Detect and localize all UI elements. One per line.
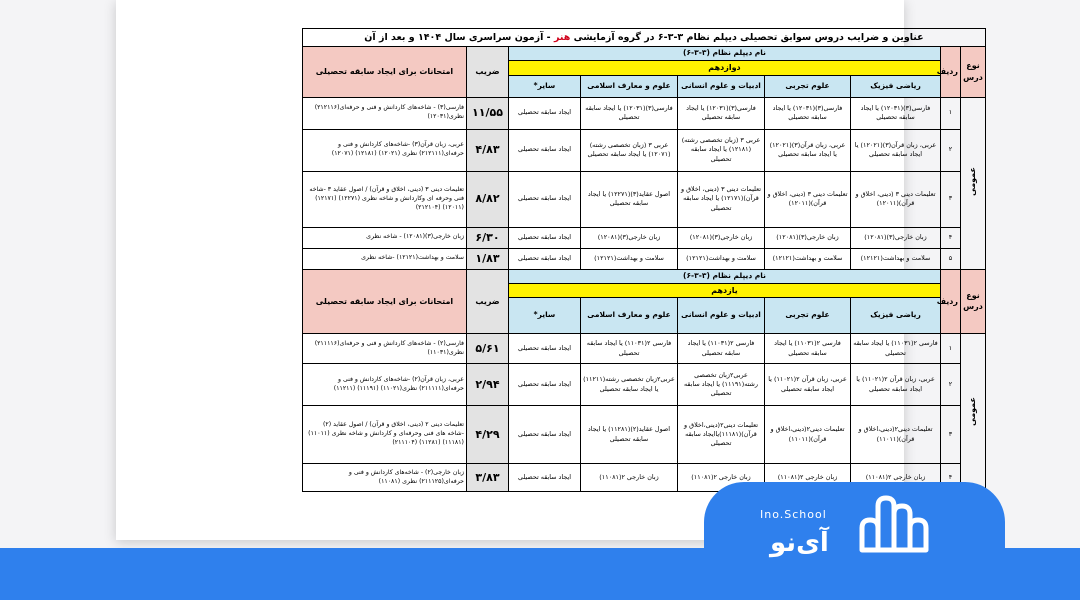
coefficient-value: ۸/۸۲ [466, 171, 508, 227]
cell-other: ایجاد سابقه تحصیلی [508, 97, 580, 129]
coefficients-table [302, 46, 986, 492]
table-row [302, 334, 985, 364]
exam-description: عربی، زبان قرآن(۳) -شاخه‌های کاردانش و فنی و حرفه‌ای(۲۱۲۱۱۱) نظری (۱۲۰۲۱) (۱۲۱۸۱) (۱۲۰۷۱) [302, 129, 466, 171]
table-row [302, 129, 985, 171]
row-number: ۱ [941, 97, 961, 129]
title-text: عناوین و ضرایب دروس سوابق تحصیلی دیپلم نظام ۳-۳-۶ در گروه آزمایشی [570, 32, 924, 43]
coefficient-header: ضریب [466, 269, 508, 334]
document-page [116, 0, 983, 540]
coefficient-value: ۴/۸۳ [466, 129, 508, 171]
cell-islamic: فارسی ۲(۱۱۰۳۱) یا ایجاد سابقه تحصیلی [581, 334, 678, 364]
cell-other: ایجاد سابقه تحصیلی [508, 171, 580, 227]
cell-humanities: زبان خارجی ۲(۱۱۰۸۱) [678, 464, 765, 492]
row-number-header: ردیف [941, 47, 961, 98]
cell-humanities: عربی ۳ (زبان تخصصی رشته)(۱۲۱۸۱) یا ایجاد سابقه تحصیلی [678, 129, 765, 171]
cell-other: ایجاد سابقه تحصیلی [508, 464, 580, 492]
coefficient-value: ۱/۸۳ [466, 248, 508, 269]
cell-science: زبان خارجی(۳)(۱۲۰۸۱) [765, 227, 851, 248]
exam-description: سلامت و بهداشت(۱۲۱۲۱) -شاخه نظری [302, 248, 466, 269]
cell-science: تعلیمات دینی۲(دینی،اخلاق و قرآن)(۱۱۰۱۱) [765, 406, 851, 464]
cell-islamic: زبان خارجی ۲(۱۱۰۸۱) [581, 464, 678, 492]
exam-description: زبان خارجی(۳)(۱۲۰۸۱) - شاخه نظری [302, 227, 466, 248]
cell-science: فارسی ۲(۱۱۰۳۱) یا ایجاد سابقه تحصیلی [765, 334, 851, 364]
cell-islamic: فارسی(۳)(۱۲۰۳۱) یا ایجاد سابقه تحصیلی [581, 97, 678, 129]
brand-subtitle: Ino.School [760, 508, 827, 521]
field-header-math: ریاضی فیزیک [851, 298, 941, 334]
field-header-other: سایر* [508, 75, 580, 97]
table-row [302, 364, 985, 406]
cell-other: ایجاد سابقه تحصیلی [508, 334, 580, 364]
cell-humanities: تعلیمات دینی ۳ (دینی، اخلاق و قرآن)(۱۲۱۷۱) یا ایجاد سابقه تحصیلی [678, 171, 765, 227]
general-course-label: عمومی [961, 97, 986, 269]
field-header-islamic: علوم و معارف اسلامی [581, 298, 678, 334]
exams-header: امتحانات برای ایجاد سابقه تحصیلی [302, 269, 466, 334]
cell-math: سلامت و بهداشت(۱۲۱۲۱) [851, 248, 941, 269]
coefficient-header: ضریب [466, 47, 508, 98]
cell-islamic: عربی۲زبان تخصصی رشته(۱۱۲۱۱) یا ایجاد سابقه تحصیلی [581, 364, 678, 406]
row-number: ۱ [941, 334, 961, 364]
brand-logo-icon [852, 494, 932, 556]
title-text-suffix: - آزمون سراسری سال ۱۴۰۴ و بعد از آن [364, 32, 554, 43]
row-number: ۴ [941, 227, 961, 248]
cell-math: عربی، زبان قرآن(۳)(۱۲۰۲۱) یا ایجاد سابقه تحصیلی [851, 129, 941, 171]
table-row [302, 406, 985, 464]
cell-islamic: اصول عقاید(۲)(۱۱۲۸۱) یا ایجاد سابقه تحصیلی [581, 406, 678, 464]
cell-math: عربی، زبان قرآن ۲(۱۱۰۲۱) یا ایجاد سابقه تحصیلی [851, 364, 941, 406]
field-header-science: علوم تجربی [765, 298, 851, 334]
course-type-header: نوع درس [961, 47, 986, 98]
coefficient-value: ۱۱/۵۵ [466, 97, 508, 129]
grade-11-header: یازدهم [508, 283, 940, 298]
cell-other: ایجاد سابقه تحصیلی [508, 406, 580, 464]
row-number-header: ردیف [941, 269, 961, 334]
exam-description: زبان خارجی(۲) - شاخه‌های کاردانش و فنی و حرفه‌ای(۲۱۱۱۲۵) نظری (۱۱۰۸۱) [302, 464, 466, 492]
coefficients-table-document [302, 28, 986, 508]
row-number: ۵ [941, 248, 961, 269]
cell-humanities: فارسی(۳)(۱۲۰۳۱) یا ایجاد سابقه تحصیلی [678, 97, 765, 129]
exam-description: عربی، زبان قرآن(۲) -شاخه‌های کاردانش و فنی و حرفه‌ای(۲۱۱۱۱۱) نظری(۱۱۰۲۱) (۱۱۱۹۱) (۱۱۲۱۱) [302, 364, 466, 406]
general-course-label: عمومی [961, 334, 986, 492]
exams-header: امتحانات برای ایجاد سابقه تحصیلی [302, 47, 466, 98]
cell-islamic: عربی ۳ (زبان تخصصی رشته)(۱۲۰۷۱) یا ایجاد سابقه تحصیلی [581, 129, 678, 171]
field-header-science: علوم تجربی [765, 75, 851, 97]
table-row [302, 171, 985, 227]
cell-humanities: زبان خارجی(۳)(۱۲۰۸۱) [678, 227, 765, 248]
row-number: ۲ [941, 364, 961, 406]
title-accent-text: هنر [553, 32, 571, 43]
cell-math: فارسی(۳)(۱۲۰۳۱) یا ایجاد سابقه تحصیلی [851, 97, 941, 129]
coefficient-value: ۲/۹۴ [466, 364, 508, 406]
cell-math: زبان خارجی ۲(۱۱۰۸۱) [851, 464, 941, 492]
cell-math: تعلیمات دینی۲(دینی،اخلاق و قرآن)(۱۱۰۱۱) [851, 406, 941, 464]
cell-other: ایجاد سابقه تحصیلی [508, 129, 580, 171]
coefficient-value: ۵/۶۱ [466, 334, 508, 364]
cell-islamic: زبان خارجی(۳)(۱۲۰۸۱) [581, 227, 678, 248]
field-header-humanities: ادبیات و علوم انسانی [678, 75, 765, 97]
cell-other: ایجاد سابقه تحصیلی [508, 227, 580, 248]
row-number: ۲ [941, 129, 961, 171]
field-header-islamic: علوم و معارف اسلامی [581, 75, 678, 97]
cell-other: ایجاد سابقه تحصیلی [508, 364, 580, 406]
exam-description: فارسی(۲) - شاخه‌های کاردانش و فنی و حرفه‌ای(۲۱۱۱۱۶) نظری(۱۱۰۳۱) [302, 334, 466, 364]
cell-other: ایجاد سابقه تحصیلی [508, 248, 580, 269]
coefficient-value: ۳/۸۳ [466, 464, 508, 492]
grade-12-header: دوازدهم [508, 61, 940, 76]
cell-humanities: فارسی ۲(۱۱۰۳۱) یا ایجاد سابقه تحصیلی [678, 334, 765, 364]
table-row [302, 97, 985, 129]
exam-description: تعلیمات دینی ۲ (دینی، اخلاق و قرآن) / اصول عقاید (۲) -شاخه های فنی وحرفه‌ای و کاردانش و شاخه نظری (۱۱۰۱۱) (۱۱۱۸۱) (۱۱۲۸۱) (۲۱۱۱۰۴) [302, 406, 466, 464]
coefficient-value: ۴/۲۹ [466, 406, 508, 464]
cell-islamic: اصول عقاید(۳)(۱۲۲۷۱) یا ایجاد سابقه تحصیلی [581, 171, 678, 227]
diploma-header: نام دیپلم نظام (۳-۳-۶) [508, 269, 940, 283]
field-header-humanities: ادبیات و علوم انسانی [678, 298, 765, 334]
row-number: ۳ [941, 406, 961, 464]
cell-humanities: سلامت و بهداشت(۱۲۱۲۱) [678, 248, 765, 269]
coefficient-value: ۶/۳۰ [466, 227, 508, 248]
row-number: ۴ [941, 464, 961, 492]
course-type-header: نوع درس [961, 269, 986, 334]
row-number: ۳ [941, 171, 961, 227]
cell-humanities: تعلیمات دینی۲(دینی،اخلاق و قرآن)(۱۱۱۸۱)یاایجاد سابقه تحصیلی [678, 406, 765, 464]
exam-description: فارسی(۳) - شاخه‌های کاردانش و فنی و حرفه‌ای(۲۱۲۱۱۶) نظری(۱۲۰۳۱) [302, 97, 466, 129]
cell-islamic: سلامت و بهداشت(۱۲۱۲۱) [581, 248, 678, 269]
cell-science: عربی، زبان قرآن(۳)(۱۲۰۲۱) یا ایجاد سابقه تحصیلی [765, 129, 851, 171]
cell-science: زبان خارجی ۲(۱۱۰۸۱) [765, 464, 851, 492]
cell-science: تعلیمات دینی ۳ (دینی، اخلاق و قرآن)(۱۲۰۱۱) [765, 171, 851, 227]
table-row [302, 248, 985, 269]
cell-math: تعلیمات دینی ۳ (دینی، اخلاق و قرآن)(۱۲۰۱۱) [851, 171, 941, 227]
cell-math: زبان خارجی(۳)(۱۲۰۸۱) [851, 227, 941, 248]
diploma-header: نام دیپلم نظام (۳-۳-۶) [508, 47, 940, 61]
exam-description: تعلیمات دینی ۳ (دینی، اخلاق و قرآن) / اصول عقاید ۳ -شاخه فنی وحرفه ای وکاردانش و شاخه نظری (۱۲۲۷۱) (۱۲۱۷۱) (۱۲۰۱۱) (۲۱۲۱۰۴) [302, 171, 466, 227]
cell-math: فارسی ۲(۱۱۰۳۱) یا ایجاد سابقه تحصیلی [851, 334, 941, 364]
field-header-math: ریاضی فیزیک [851, 75, 941, 97]
field-header-other: سایر* [508, 298, 580, 334]
table-row [302, 227, 985, 248]
cell-science: عربی، زبان قرآن ۲(۱۱۰۲۱) یا ایجاد سابقه تحصیلی [765, 364, 851, 406]
cell-science: فارسی(۳)(۱۲۰۳۱) یا ایجاد سابقه تحصیلی [765, 97, 851, 129]
cell-science: سلامت و بهداشت(۱۲۱۲۱) [765, 248, 851, 269]
document-title [302, 28, 986, 46]
cell-humanities: عربی۲زبان تخصصی رشته(۱۱۱۹۱) یا ایجاد سابقه تحصیلی [678, 364, 765, 406]
brand-name: آی‌نو [770, 528, 829, 558]
